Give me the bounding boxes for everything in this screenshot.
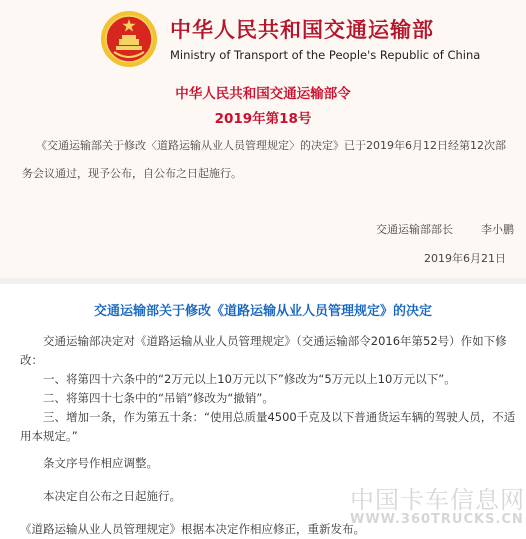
ministry-name-en: Ministry of Transport of the People's Republic of China [170,48,481,62]
decision-effective: 本决定自公布之日起施行。 [43,489,181,503]
decision-item: 二、将第四十七条中的“吊销”修改为“撤销”。 [43,391,274,405]
order-date: 2019年6月21日 [424,252,506,265]
watermark-site: 中国卡车信息网 [350,486,525,514]
signer-name: 李小鹏 [481,223,514,236]
decision-preamble: 交通运输部决定对《道路运输从业人员管理规定》（交通运输部令2016年第52号）作如下修改： [20,334,507,367]
order-number: 2019年第18号 [214,111,312,127]
watermark-url: WWW.360TRUCKS.CN [350,512,524,527]
decision-title: 交通运输部关于修改《道路运输从业人员管理规定》的决定 [93,304,432,319]
signer-title: 交通运输部部长 [376,223,453,236]
decision-renumber: 条文序号作相应调整。 [43,456,158,470]
decision-item: 一、将第四十六条中的“2万元以上10万元以下”修改为“5万元以上10万元以下”。 [43,372,456,386]
decision-item: 三、增加一条，作为第五十条：“使用总质量4500千克及以下普通货运车辆的驾驶人员，不适用本规定。” [20,410,516,443]
signer-block [376,221,514,237]
decision-republish: 《道路运输从业人员管理规定》根据本决定作相应修正，重新发布。 [20,522,365,536]
order-title: 中华人民共和国交通运输部令 [175,86,351,102]
ministry-name-cn: 中华人民共和国交通运输部 [170,18,434,42]
section-divider [0,278,526,284]
national-emblem-icon [100,10,158,68]
order-intro: 《交通运输部关于修改〈道路运输从业人员管理规定〉的决定》已于2019年6月12日经第12次部务会议通过，现予公布，自公布之日起施行。 [22,139,506,180]
